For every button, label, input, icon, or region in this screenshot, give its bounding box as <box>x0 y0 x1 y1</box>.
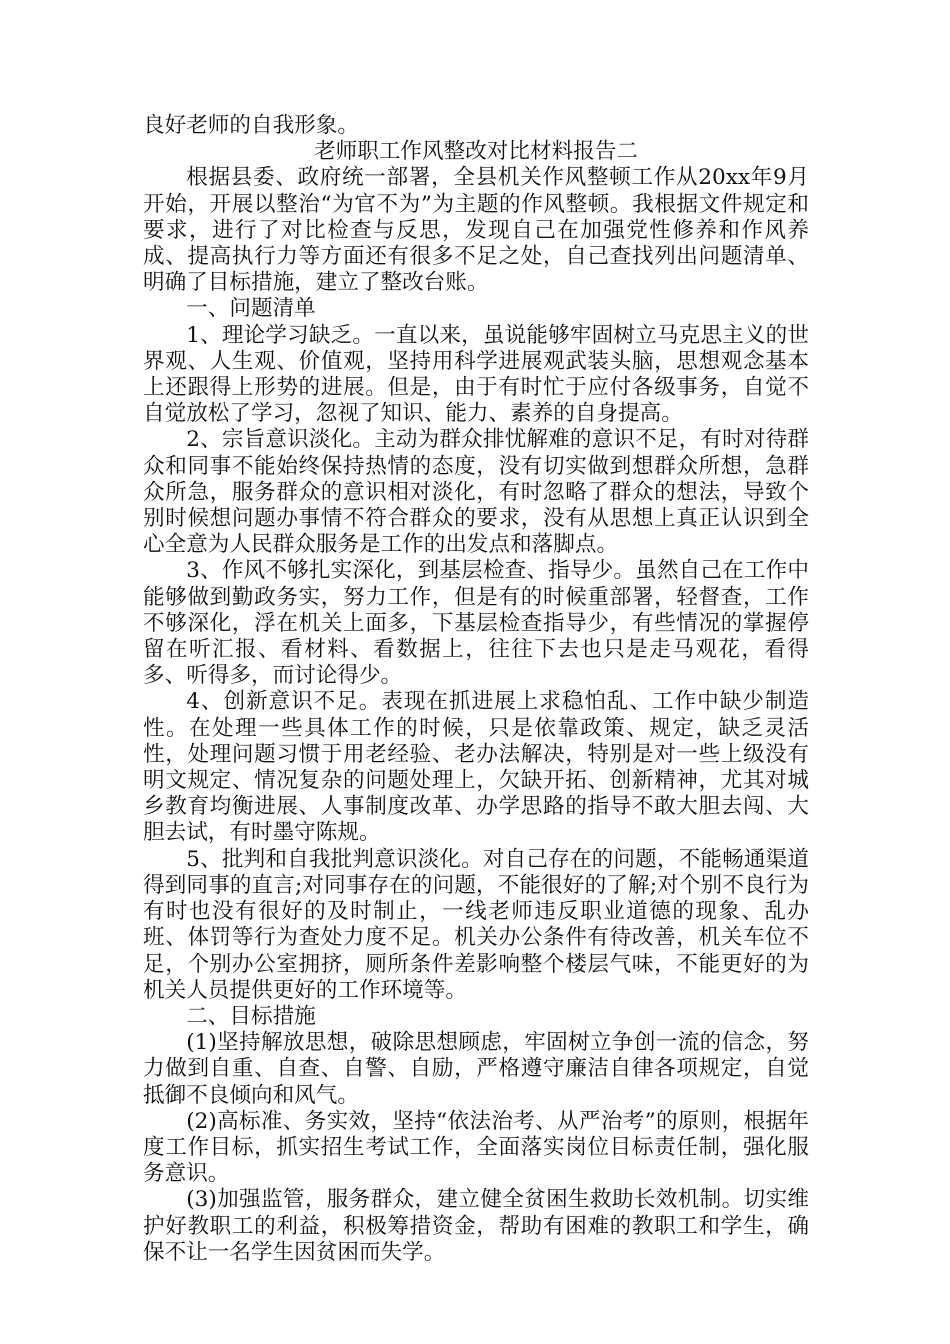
problem-item: 3、作风不够扎实深化，到基层检查、指导少。虽然自己在工作中能够做到勤政务实，努力工作，但是有的时候重部署，轻督查，工作不够深化，浮在机关上面多，下基层检查指导少，有些情况的掌握停留在听汇报、看材料、看数据上，往往下去也只是走马观花，看得多、听得多，而讨论得少。 <box>143 558 809 689</box>
measure-item: (2)高标准、务实效，坚持“依法治考、从严治考”的原则，根据年度工作目标，抓实招生考试工作，全面落实岗位目标责任制，强化服务意识。 <box>143 1108 809 1187</box>
section-heading-problems: 一、问题清单 <box>186 296 316 322</box>
intro-paragraph: 根据县委、政府统一部署，全县机关作风整顿工作从20xx年9月开始，开展以整治“为官不为”为主题的作风整顿。我根据文件规定和要求，进行了对比检查与反思，发现自己在加强党性修养和作风养成、提高执行力等方面还有很多不足之处，自己查找列出问题清单、明确了目标措施，建立了整改台账。 <box>143 165 809 296</box>
measure-item: (3)加强监管，服务群众，建立健全贫困生救助长效机制。切实维护好教职工的利益，积极筹措资金，帮助有困难的教职工和学生，确保不让一名学生因贫困而失学。 <box>143 1187 809 1265</box>
problem-item: 5、批判和自我批判意识淡化。对自己存在的问题，不能畅通渠道得到同事的直言;对同事存在的问题，不能很好的了解;对个别不良行为有时也没有很好的及时制止，一线老师违反职业道德的现象、乱办班、体罚等行为查处力度不足。机关办公条件有待改善，机关车位不足，个别办公室拥挤，厕所条件差影响整个楼层气味，不能更好的为机关人员提供更好的工作环境等。 <box>143 846 809 1003</box>
document-page <box>143 113 809 1266</box>
problem-item: 1、理论学习缺乏。一直以来，虽说能够牢固树立马克思主义的世界观、人生观、价值观，坚持用科学进展观武装头脑，思想观念基本上还跟得上形势的进展。但是，由于有时忙于应付各级事务，自觉不自觉放松了学习，忽视了知识、能力、素养的自身提高。 <box>143 322 809 427</box>
measure-item: (1)坚持解放思想，破除思想顾虑，牢固树立争创一流的信念，努力做到自重、自查、自警、自励，严格遵守廉洁自律各项规定，自觉抵御不良倾向和风气。 <box>143 1030 809 1108</box>
section-heading-measures: 二、目标措施 <box>186 1003 316 1029</box>
problem-item: 2、宗旨意识淡化。主动为群众排忧解难的意识不足，有时对待群众和同事不能始终保持热情的态度，没有切实做到想群众所想，急群众所急，服务群众的意识相对淡化，有时忽略了群众的想法，导致个别时候想问题办事情不符合群众的要求，没有从思想上真正认识到全心全意为人民群众服务是工作的出发点和落脚点。 <box>143 427 809 558</box>
lead-line: 良好老师的自我形象。 <box>143 113 359 138</box>
document-title: 老师职工作风整改对比材料报告二 <box>314 139 638 165</box>
problem-item: 4、创新意识不足。表现在抓进展上求稳怕乱、工作中缺少制造性。在处理一些具体工作的时候，只是依靠政策、规定，缺乏灵活性，处理问题习惯于用老经验、老办法解决，特别是对一些上级没有明文规定、情况复杂的问题处理上，欠缺开拓、创新精神，尤其对城乡教育均衡进展、人事制度改革、办学思路的指导不敢大胆去闯、大胆去试，有时墨守陈规。 <box>143 689 809 846</box>
